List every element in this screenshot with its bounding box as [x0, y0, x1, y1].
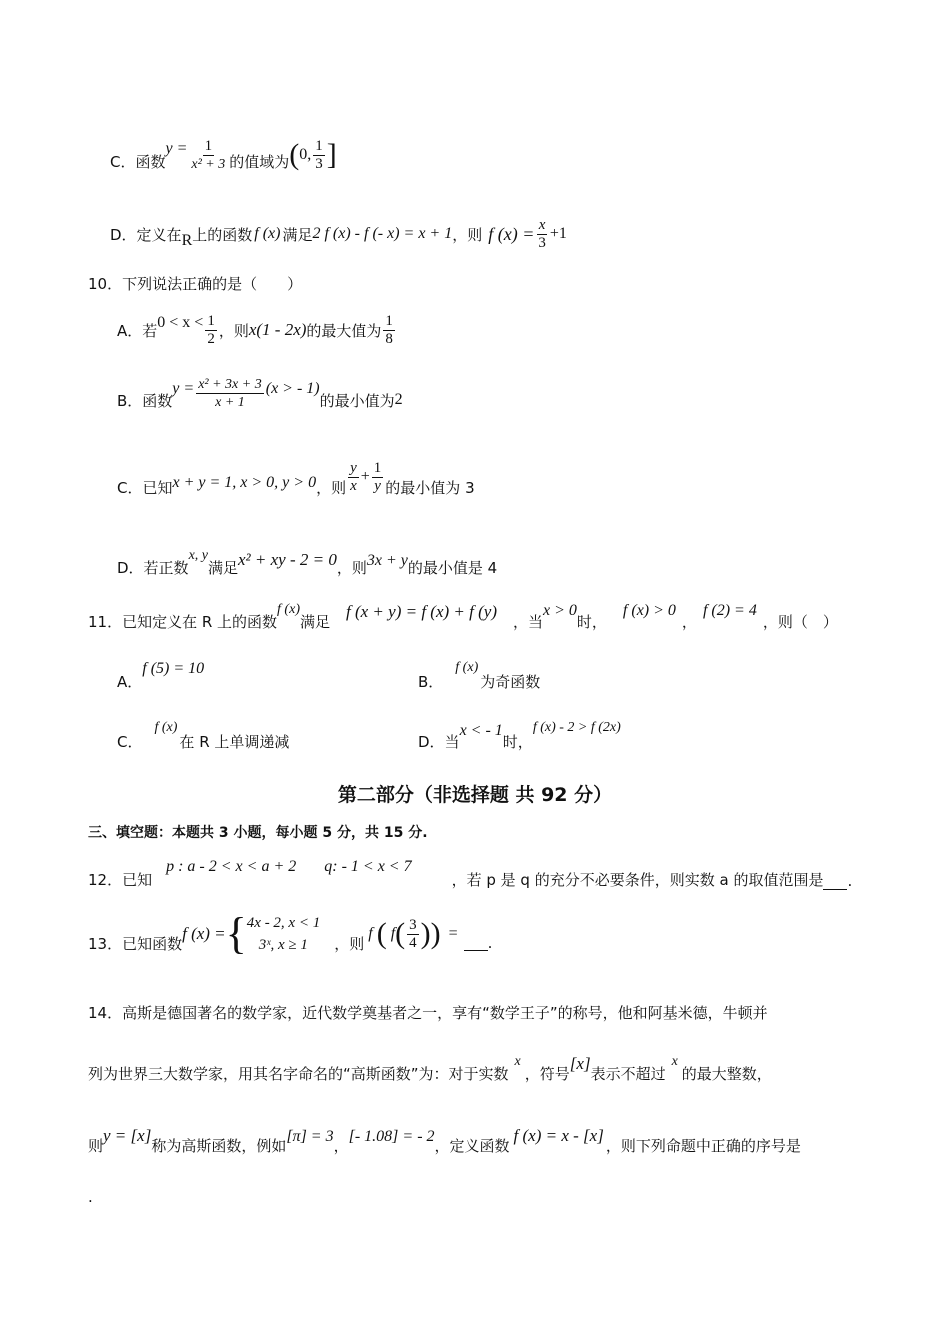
- q14-line3: [88, 1120, 801, 1156]
- part2-title: 第二部分（非选择题 共 92 分）: [337, 784, 613, 806]
- q10-stem: 10．下列说法正确的是（ ）: [88, 275, 303, 293]
- q14-line3b: 称为高斯函数，例如: [151, 1137, 287, 1155]
- q11-stem4: 时，: [576, 613, 607, 631]
- q10-d-text1: 满足: [208, 559, 239, 577]
- q9-d-num: x: [538, 216, 546, 233]
- q10-c-f2n: 1: [373, 459, 382, 476]
- q13-case2: 3ˣ, x ≥ 1: [258, 937, 308, 953]
- q12: [88, 852, 852, 890]
- q11-b-text: 为奇函数: [480, 673, 541, 691]
- q11-eq: f (x + y) = f (x) + f (y): [346, 602, 497, 621]
- q9-c-text: 的值域为: [229, 152, 290, 171]
- q11-d-cond: x < - 1: [459, 722, 503, 739]
- q10-d-label: D．若正数: [117, 559, 189, 577]
- q10-option-d: [117, 538, 497, 578]
- q14-x1: x: [514, 1054, 521, 1069]
- q14-ex2: [- 1.08] = - 2: [348, 1128, 435, 1145]
- q9-d-eq: 2 f (x) - f (- x) = x + 1: [312, 225, 453, 242]
- q11-stem: [88, 596, 838, 632]
- q14-def: f (x) = x - [x]: [513, 1126, 604, 1145]
- q10-c-plus: +: [360, 468, 370, 485]
- q11-b-expr: f (x): [455, 660, 479, 675]
- q14-line1: 14．高斯是德国著名的数学家，近代数学奠基者之一，享有“数学王子”的称号，他和阿基米德，牛顿并: [88, 1004, 768, 1022]
- q13-eq: =: [448, 925, 458, 942]
- q9-d-label: D．定义在: [110, 225, 182, 244]
- q11-d-expr: f (x) - 2 > f (2x): [532, 720, 621, 735]
- q13-brace: {: [225, 909, 247, 958]
- q11-stem2: 满足: [299, 613, 330, 631]
- q9-c-range-den: 3: [315, 155, 323, 172]
- q10-a-den: 2: [207, 330, 215, 347]
- q10-option-a: [117, 308, 397, 352]
- q14-bx: [x]: [569, 1054, 591, 1073]
- q10-a-label: A．若: [117, 321, 158, 340]
- q12-p: p : a - 2 < x < a + 2: [166, 858, 297, 875]
- q13-cases: [247, 912, 320, 956]
- q14-line3a: 则: [88, 1137, 104, 1155]
- q9-c-den: x² + 3: [191, 156, 226, 172]
- q10-b-frac: [196, 376, 264, 411]
- q11-c-label: C．: [117, 733, 143, 751]
- q13-answer-blank[interactable]: [464, 936, 488, 951]
- q12-text: ，若 p 是 q 的充分不必要条件，则实数 a 的取值范围是: [451, 871, 824, 889]
- q10-a-ineq: 0 < x <: [157, 314, 204, 331]
- q10-c-cond: x + y = 1, x > 0, y > 0: [172, 474, 317, 491]
- q9-c-range-left: 0,: [299, 146, 312, 163]
- q10-b-den: x + 1: [215, 394, 245, 410]
- q11-comma: ，: [681, 613, 697, 631]
- q13-comp-den: 4: [409, 934, 417, 951]
- q9-d-R: R: [181, 232, 193, 249]
- q10-a-value-frac: [383, 313, 395, 348]
- q10-c-then: ，则: [316, 478, 347, 497]
- q13-comp-frac: [407, 917, 419, 952]
- q14-comma: ，: [333, 1137, 349, 1155]
- q10-b-y: y =: [172, 380, 195, 397]
- q10-c-f1n: y: [350, 459, 357, 476]
- q13-fx: f (x) =: [182, 924, 226, 943]
- q9-c-range-close: ]: [326, 138, 337, 171]
- q9-d-fx2: f (x) =: [488, 223, 535, 244]
- q9-d-plus: +1: [549, 225, 567, 242]
- q10-b-val: 2: [394, 391, 403, 408]
- q10-a-vden: 8: [385, 330, 393, 347]
- q10-a-frac: [205, 313, 217, 348]
- q11-cond2: f (x) > 0: [622, 602, 676, 619]
- q14-line3c: ，定义函数: [434, 1137, 510, 1155]
- q13: [88, 906, 492, 962]
- q10-d-text2: 的最小值是 4: [407, 559, 498, 577]
- q14-ex1: [π] = 3: [286, 1128, 334, 1145]
- q9-c-y: y =: [165, 140, 188, 157]
- q11-stem1: 11．已知定义在 R 上的函数: [88, 613, 278, 631]
- q10-a-expr: x(1 - 2x): [248, 320, 307, 339]
- q10-b-label: B．函数: [117, 391, 173, 410]
- q9-d-text2: 满足: [282, 225, 313, 244]
- q14-line2a: 列为世界三大数学家，用其名字命名的“高斯函数”为：对于实数: [88, 1065, 509, 1083]
- q10-c-f1d: x: [350, 477, 357, 494]
- q10-d-then: ，则: [336, 559, 367, 577]
- q10-a-vnum: 1: [385, 312, 393, 329]
- q10-a-text: 的最大值为: [306, 321, 382, 340]
- q14-line2: [88, 1048, 772, 1084]
- q11-d-text: 时，: [502, 733, 533, 751]
- q9-d-fx: f (x): [254, 225, 281, 242]
- q11-option-d: [418, 716, 621, 752]
- q13-paren-close1: ): [430, 917, 441, 950]
- q11-cond1: x > 0: [543, 602, 577, 619]
- q10-c-frac1: [348, 460, 359, 495]
- q11-a-expr: f (5) = 10: [142, 660, 205, 677]
- q9-d-then: ，则: [452, 225, 483, 244]
- q11-option-b: [418, 656, 540, 692]
- q13-paren-open2: (: [395, 917, 406, 950]
- q10-b-cond: (x > - 1): [265, 380, 320, 397]
- q9-c-range-num: 1: [315, 137, 323, 154]
- q13-end: .: [487, 934, 493, 952]
- q14-line2d: 的最大整数，: [681, 1065, 772, 1083]
- q11-option-a: [117, 656, 204, 692]
- q10-b-num: x² + 3x + 3: [198, 376, 262, 392]
- q9-d-den: 3: [538, 234, 546, 251]
- q10-c-frac2: [372, 460, 384, 495]
- q11-option-c: [117, 716, 289, 752]
- q12-q: q: - 1 < x < 7: [324, 858, 412, 875]
- q13-paren-close2: ): [420, 917, 431, 950]
- q11-a-label: A．: [117, 673, 143, 691]
- q13-label: 13．已知函数: [88, 934, 183, 953]
- q11-fx: f (x): [277, 602, 300, 617]
- q11-stem3: ，当: [512, 613, 543, 631]
- q9-c-range-open: (: [289, 138, 300, 171]
- q10-d-vars: x, y: [188, 548, 208, 563]
- q10-c-text: 的最小值为 3: [385, 478, 475, 497]
- q9-option-d: [110, 212, 567, 256]
- q10-a-then: ，则: [218, 321, 249, 340]
- q12-end: .: [847, 872, 853, 890]
- q10-d-expr: 3x + y: [366, 552, 408, 569]
- q10-c-f2d: y: [374, 477, 381, 494]
- q13-comp-num: 3: [409, 916, 417, 933]
- q14-line4: .: [88, 1188, 93, 1206]
- q11-c-expr: f (x): [154, 720, 178, 735]
- q10-b-text: 的最小值为: [319, 391, 395, 410]
- q11-d-label: D．当: [418, 733, 460, 751]
- q13-comp-f1: f: [368, 925, 373, 942]
- q10-c-label: C．已知: [117, 478, 173, 497]
- q14-line2b: ，符号: [524, 1065, 570, 1083]
- q9-c-fraction: [189, 138, 227, 173]
- q12-answer-blank[interactable]: [823, 875, 847, 890]
- q9-c-num: 1: [204, 137, 213, 154]
- q14-line3d: ，则下列命题中正确的序号是: [605, 1137, 801, 1155]
- q13-comp-f2: f: [390, 925, 396, 942]
- q10-d-eq: x² + xy - 2 = 0: [238, 550, 337, 569]
- q9-c-range-frac: [313, 138, 325, 173]
- q14-x2: x: [671, 1054, 678, 1069]
- q13-then: ，则: [334, 934, 365, 953]
- q10-option-b: [117, 368, 403, 418]
- q14-line2c: 表示不超过: [590, 1065, 666, 1083]
- q12-label: 12．已知: [88, 871, 153, 889]
- q9-d-text1: 上的函数: [192, 225, 253, 244]
- q10-a-num: 1: [207, 312, 215, 329]
- q11-cond3: f (2) = 4: [702, 602, 757, 619]
- q14-yx: y = [x]: [103, 1126, 152, 1145]
- q11-stem5: ，则（ ）: [762, 613, 838, 631]
- q10-option-c: [117, 452, 475, 502]
- q9-d-frac: [536, 217, 548, 252]
- q9-option-c: [110, 130, 337, 180]
- section3-heading: 三、填空题：本题共 3 小题，每小题 5 分，共 15 分.: [88, 825, 428, 841]
- q13-case1: 4x - 2, x < 1: [246, 915, 321, 931]
- q9-c-label: C．函数: [110, 152, 166, 171]
- q13-paren-open1: (: [376, 917, 387, 950]
- q11-b-label: B．: [418, 673, 444, 691]
- q11-c-text: 在 R 上单调递减: [179, 733, 290, 751]
